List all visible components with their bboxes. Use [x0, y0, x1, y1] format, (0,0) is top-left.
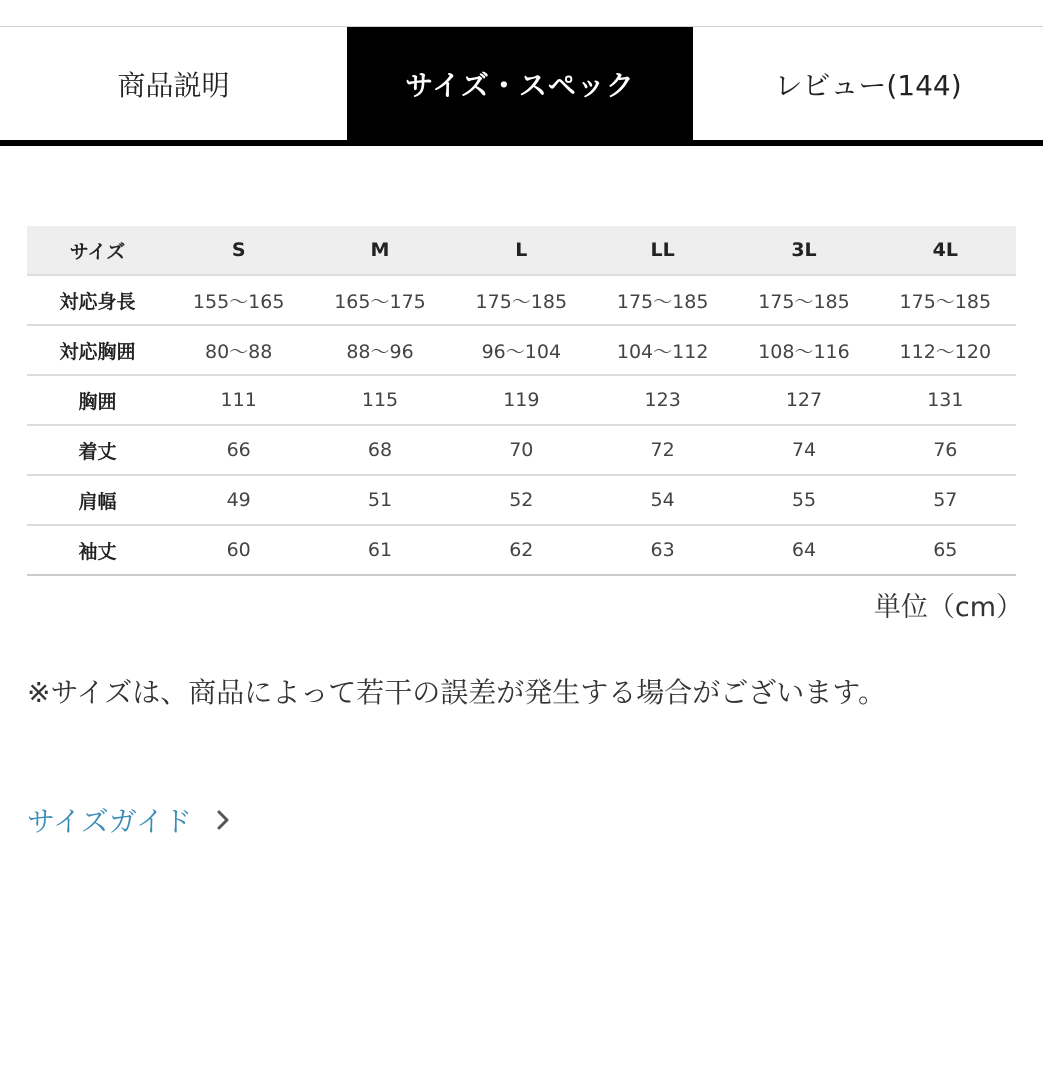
size-table-header-cell: L [451, 226, 592, 275]
table-cell: 72 [592, 425, 733, 475]
table-cell: 104〜112 [592, 325, 733, 375]
size-table-header-cell: M [309, 226, 450, 275]
table-cell: 155〜165 [168, 275, 309, 325]
size-disclaimer-note: ※サイズは、商品によって若干の誤差が発生する場合がございます。 [27, 676, 886, 709]
table-cell: 111 [168, 375, 309, 425]
table-cell: 52 [451, 475, 592, 525]
table-cell: 57 [875, 475, 1016, 525]
size-table-header-cell: S [168, 226, 309, 275]
table-cell: 175〜185 [875, 275, 1016, 325]
row-label: 着丈 [27, 425, 168, 475]
row-label: 肩幅 [27, 475, 168, 525]
row-label: 対応胸囲 [27, 325, 168, 375]
size-table-header-cell: 3L [733, 226, 874, 275]
tab-bar [0, 27, 1043, 140]
table-row [27, 525, 1016, 575]
table-row [27, 325, 1016, 375]
size-table-header-cell: LL [592, 226, 733, 275]
size-table-header-cell: サイズ [27, 226, 168, 275]
table-cell: 49 [168, 475, 309, 525]
table-row [27, 425, 1016, 475]
row-label: 対応身長 [27, 275, 168, 325]
tab-product-description[interactable]: 商品説明 [117, 68, 230, 102]
table-cell: 108〜116 [733, 325, 874, 375]
table-cell: 175〜185 [592, 275, 733, 325]
size-table [27, 226, 1016, 576]
table-cell: 131 [875, 375, 1016, 425]
table-cell: 115 [309, 375, 450, 425]
table-cell: 175〜185 [451, 275, 592, 325]
table-cell: 165〜175 [309, 275, 450, 325]
table-cell: 55 [733, 475, 874, 525]
table-cell: 175〜185 [733, 275, 874, 325]
size-guide-link[interactable] [27, 800, 230, 840]
table-cell: 65 [875, 525, 1016, 575]
size-table-header-cell: 4L [875, 226, 1016, 275]
tab-bar-underline [0, 140, 1043, 146]
table-cell: 96〜104 [451, 325, 592, 375]
size-guide-label: サイズガイド [27, 805, 192, 838]
row-label: 胸囲 [27, 375, 168, 425]
table-cell: 123 [592, 375, 733, 425]
table-cell: 119 [451, 375, 592, 425]
table-cell: 112〜120 [875, 325, 1016, 375]
chevron-right-icon [216, 809, 230, 831]
table-row [27, 475, 1016, 525]
row-label: 袖丈 [27, 525, 168, 575]
table-cell: 62 [451, 525, 592, 575]
table-cell: 54 [592, 475, 733, 525]
unit-label: 単位（cm） [873, 592, 1023, 623]
table-cell: 61 [309, 525, 450, 575]
table-cell: 63 [592, 525, 733, 575]
size-table-header-row [27, 226, 1016, 275]
table-row [27, 275, 1016, 325]
table-cell: 60 [168, 525, 309, 575]
table-cell: 66 [168, 425, 309, 475]
table-cell: 64 [733, 525, 874, 575]
table-cell: 127 [733, 375, 874, 425]
table-row [27, 375, 1016, 425]
table-cell: 51 [309, 475, 450, 525]
tab-reviews[interactable]: レビュー(144) [774, 68, 962, 102]
table-cell: 76 [875, 425, 1016, 475]
table-cell: 80〜88 [168, 325, 309, 375]
table-cell: 70 [451, 425, 592, 475]
table-cell: 68 [309, 425, 450, 475]
table-cell: 88〜96 [309, 325, 450, 375]
table-cell: 74 [733, 425, 874, 475]
tab-size-spec[interactable]: サイズ・スペック [347, 27, 693, 140]
